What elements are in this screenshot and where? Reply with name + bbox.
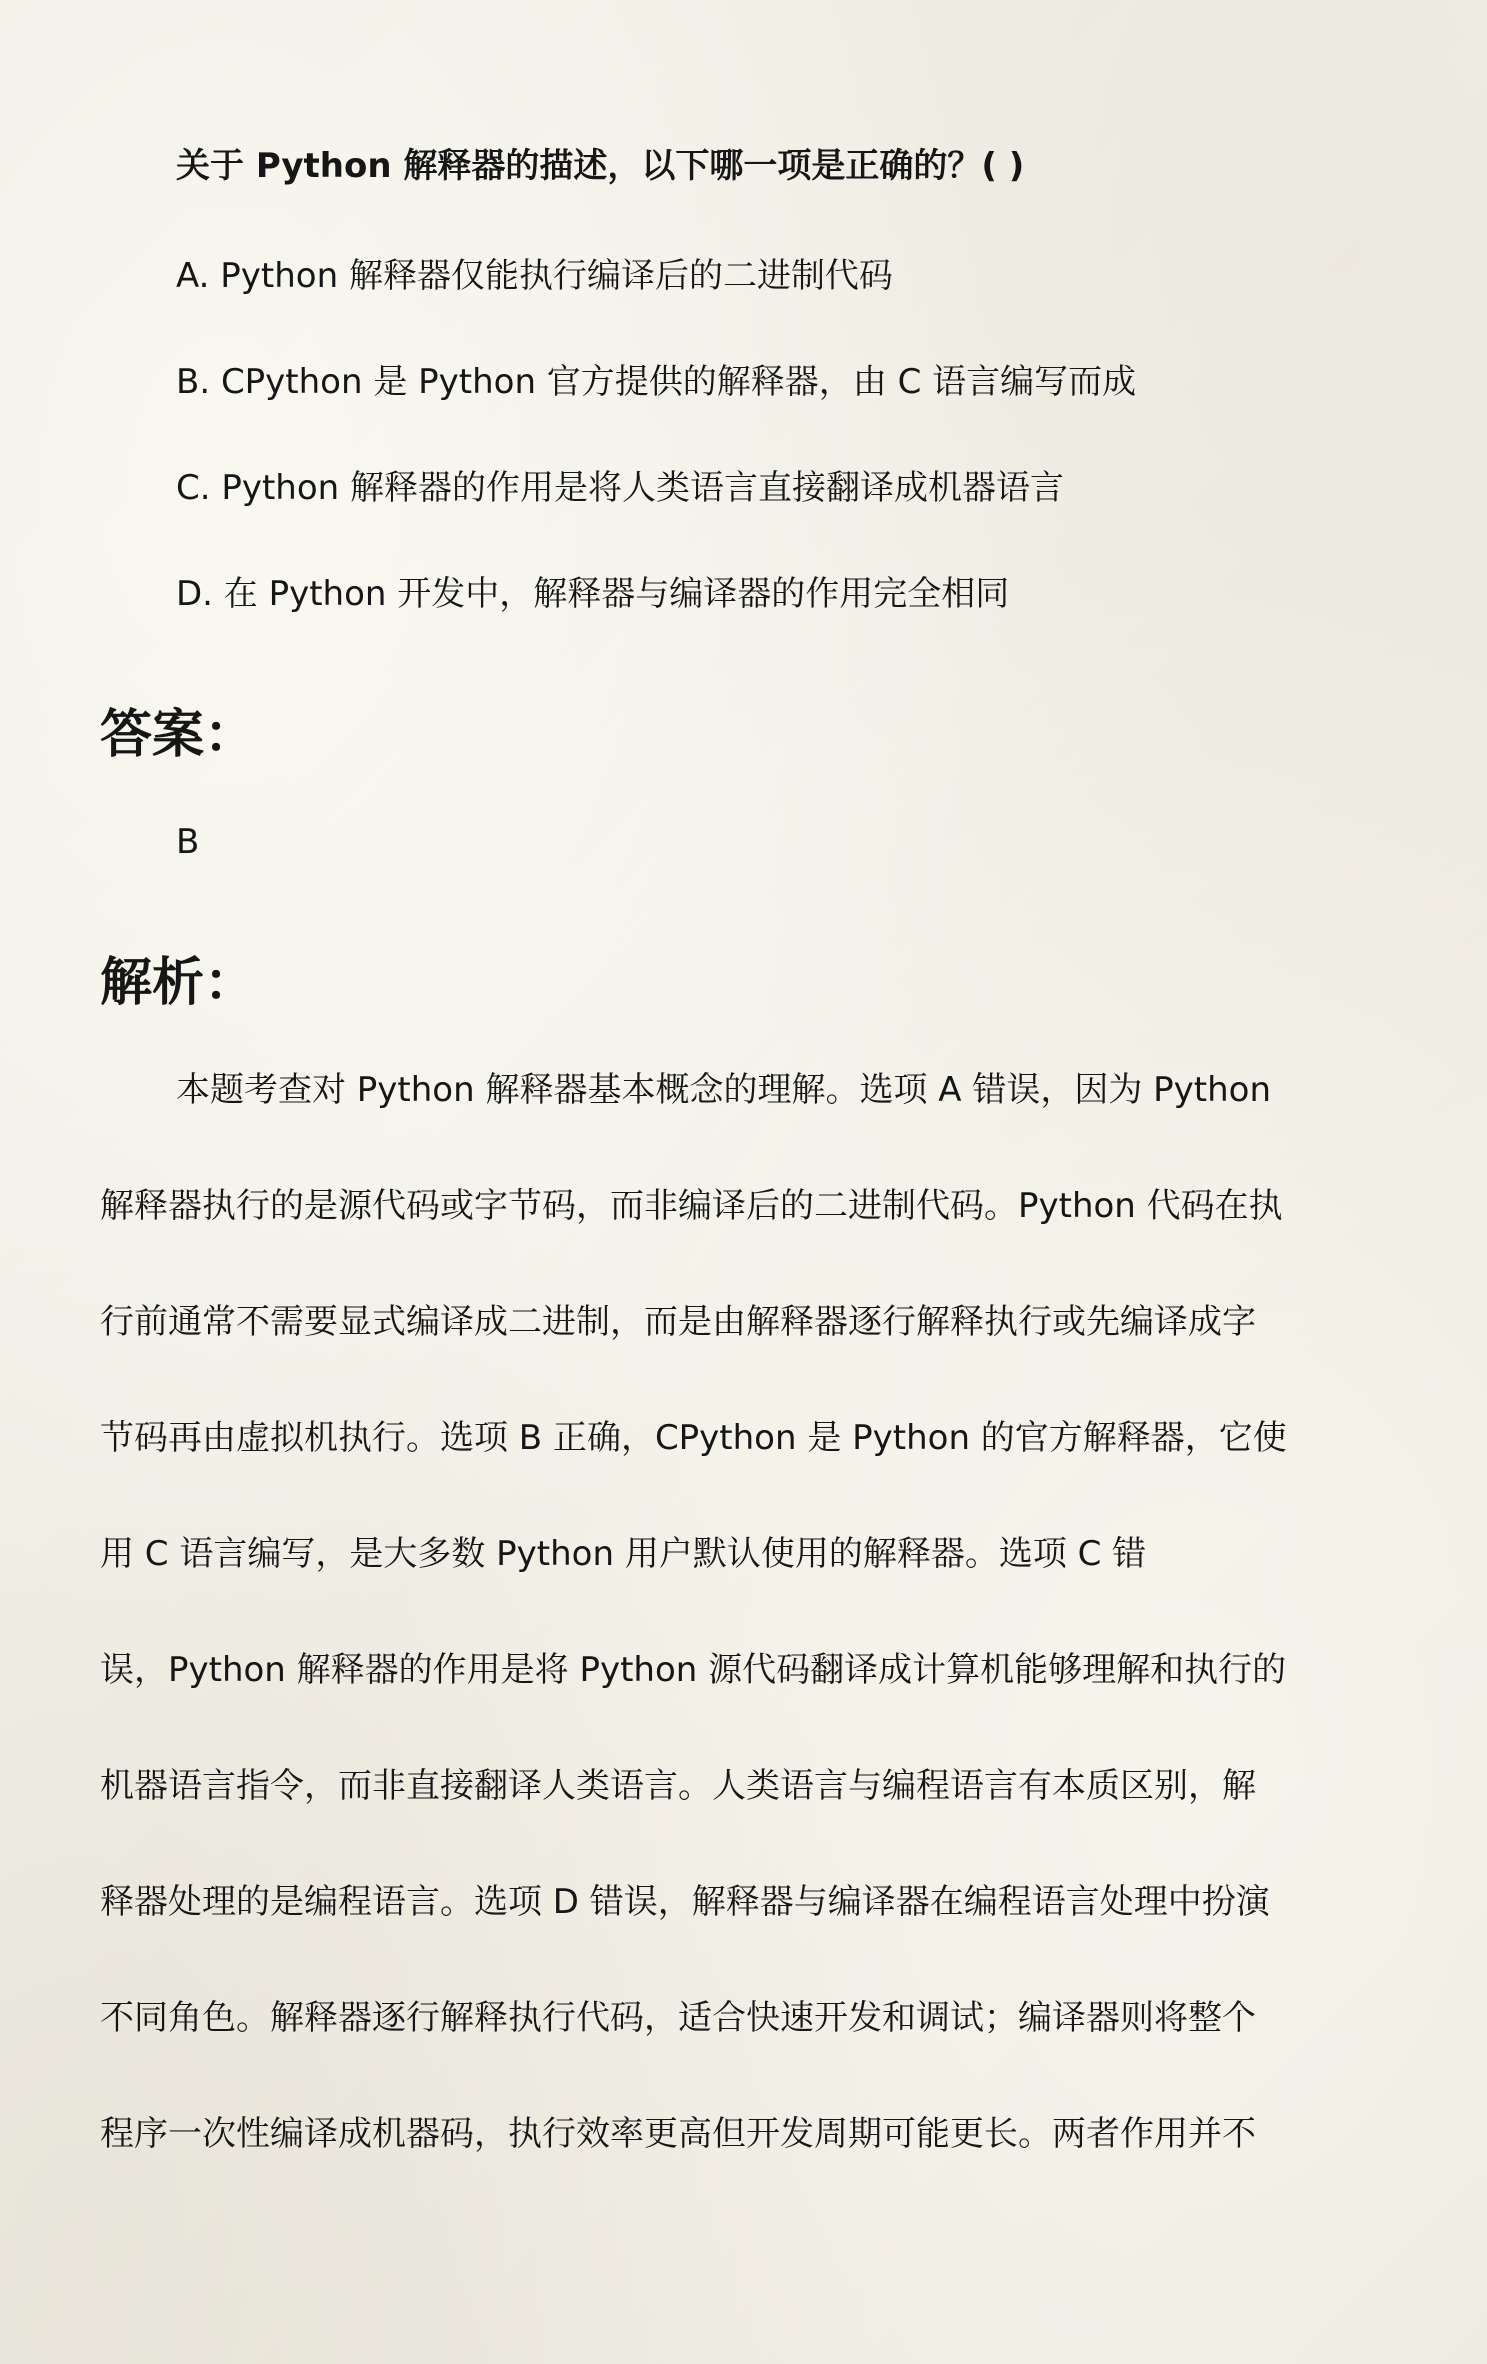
analysis-line: 不同角色。解释器逐行解释执行代码，适合快速开发和调试；编译器则将整个	[100, 1998, 1256, 2038]
option-c: C. Python 解释器的作用是将人类语言直接翻译成机器语言	[176, 468, 1065, 508]
analysis-line: 行前通常不需要显式编译成二进制，而是由解释器逐行解释执行或先编译成字	[100, 1302, 1256, 1342]
analysis-line: 解释器执行的是源代码或字节码，而非编译后的二进制代码。Python 代码在执	[100, 1186, 1283, 1226]
answer-heading: 答案：	[100, 705, 257, 765]
option-b: B. CPython 是 Python 官方提供的解释器，由 C 语言编写而成	[176, 362, 1137, 402]
option-a: A. Python 解释器仅能执行编译后的二进制代码	[176, 256, 893, 296]
question-stem: 关于 Python 解释器的描述，以下哪一项是正确的？( )	[176, 146, 1025, 186]
analysis-line: 机器语言指令，而非直接翻译人类语言。人类语言与编程语言有本质区别，解	[100, 1766, 1256, 1806]
analysis-line: 节码再由虚拟机执行。选项 B 正确，CPython 是 Python 的官方解释器，它使	[100, 1418, 1287, 1458]
analysis-line: 本题考查对 Python 解释器基本概念的理解。选项 A 错误，因为 Python	[176, 1070, 1272, 1110]
answer-value: B	[176, 822, 200, 862]
analysis-heading: 解析：	[100, 953, 257, 1013]
analysis-line: 用 C 语言编写，是大多数 Python 用户默认使用的解释器。选项 C 错	[100, 1534, 1147, 1574]
analysis-line: 误，Python 解释器的作用是将 Python 源代码翻译成计算机能够理解和执行的	[100, 1650, 1287, 1690]
analysis-line: 程序一次性编译成机器码，执行效率更高但开发周期可能更长。两者作用并不	[100, 2114, 1256, 2154]
option-d: D. 在 Python 开发中，解释器与编译器的作用完全相同	[176, 574, 1010, 614]
analysis-line: 释器处理的是编程语言。选项 D 错误，解释器与编译器在编程语言处理中扮演	[100, 1882, 1270, 1922]
